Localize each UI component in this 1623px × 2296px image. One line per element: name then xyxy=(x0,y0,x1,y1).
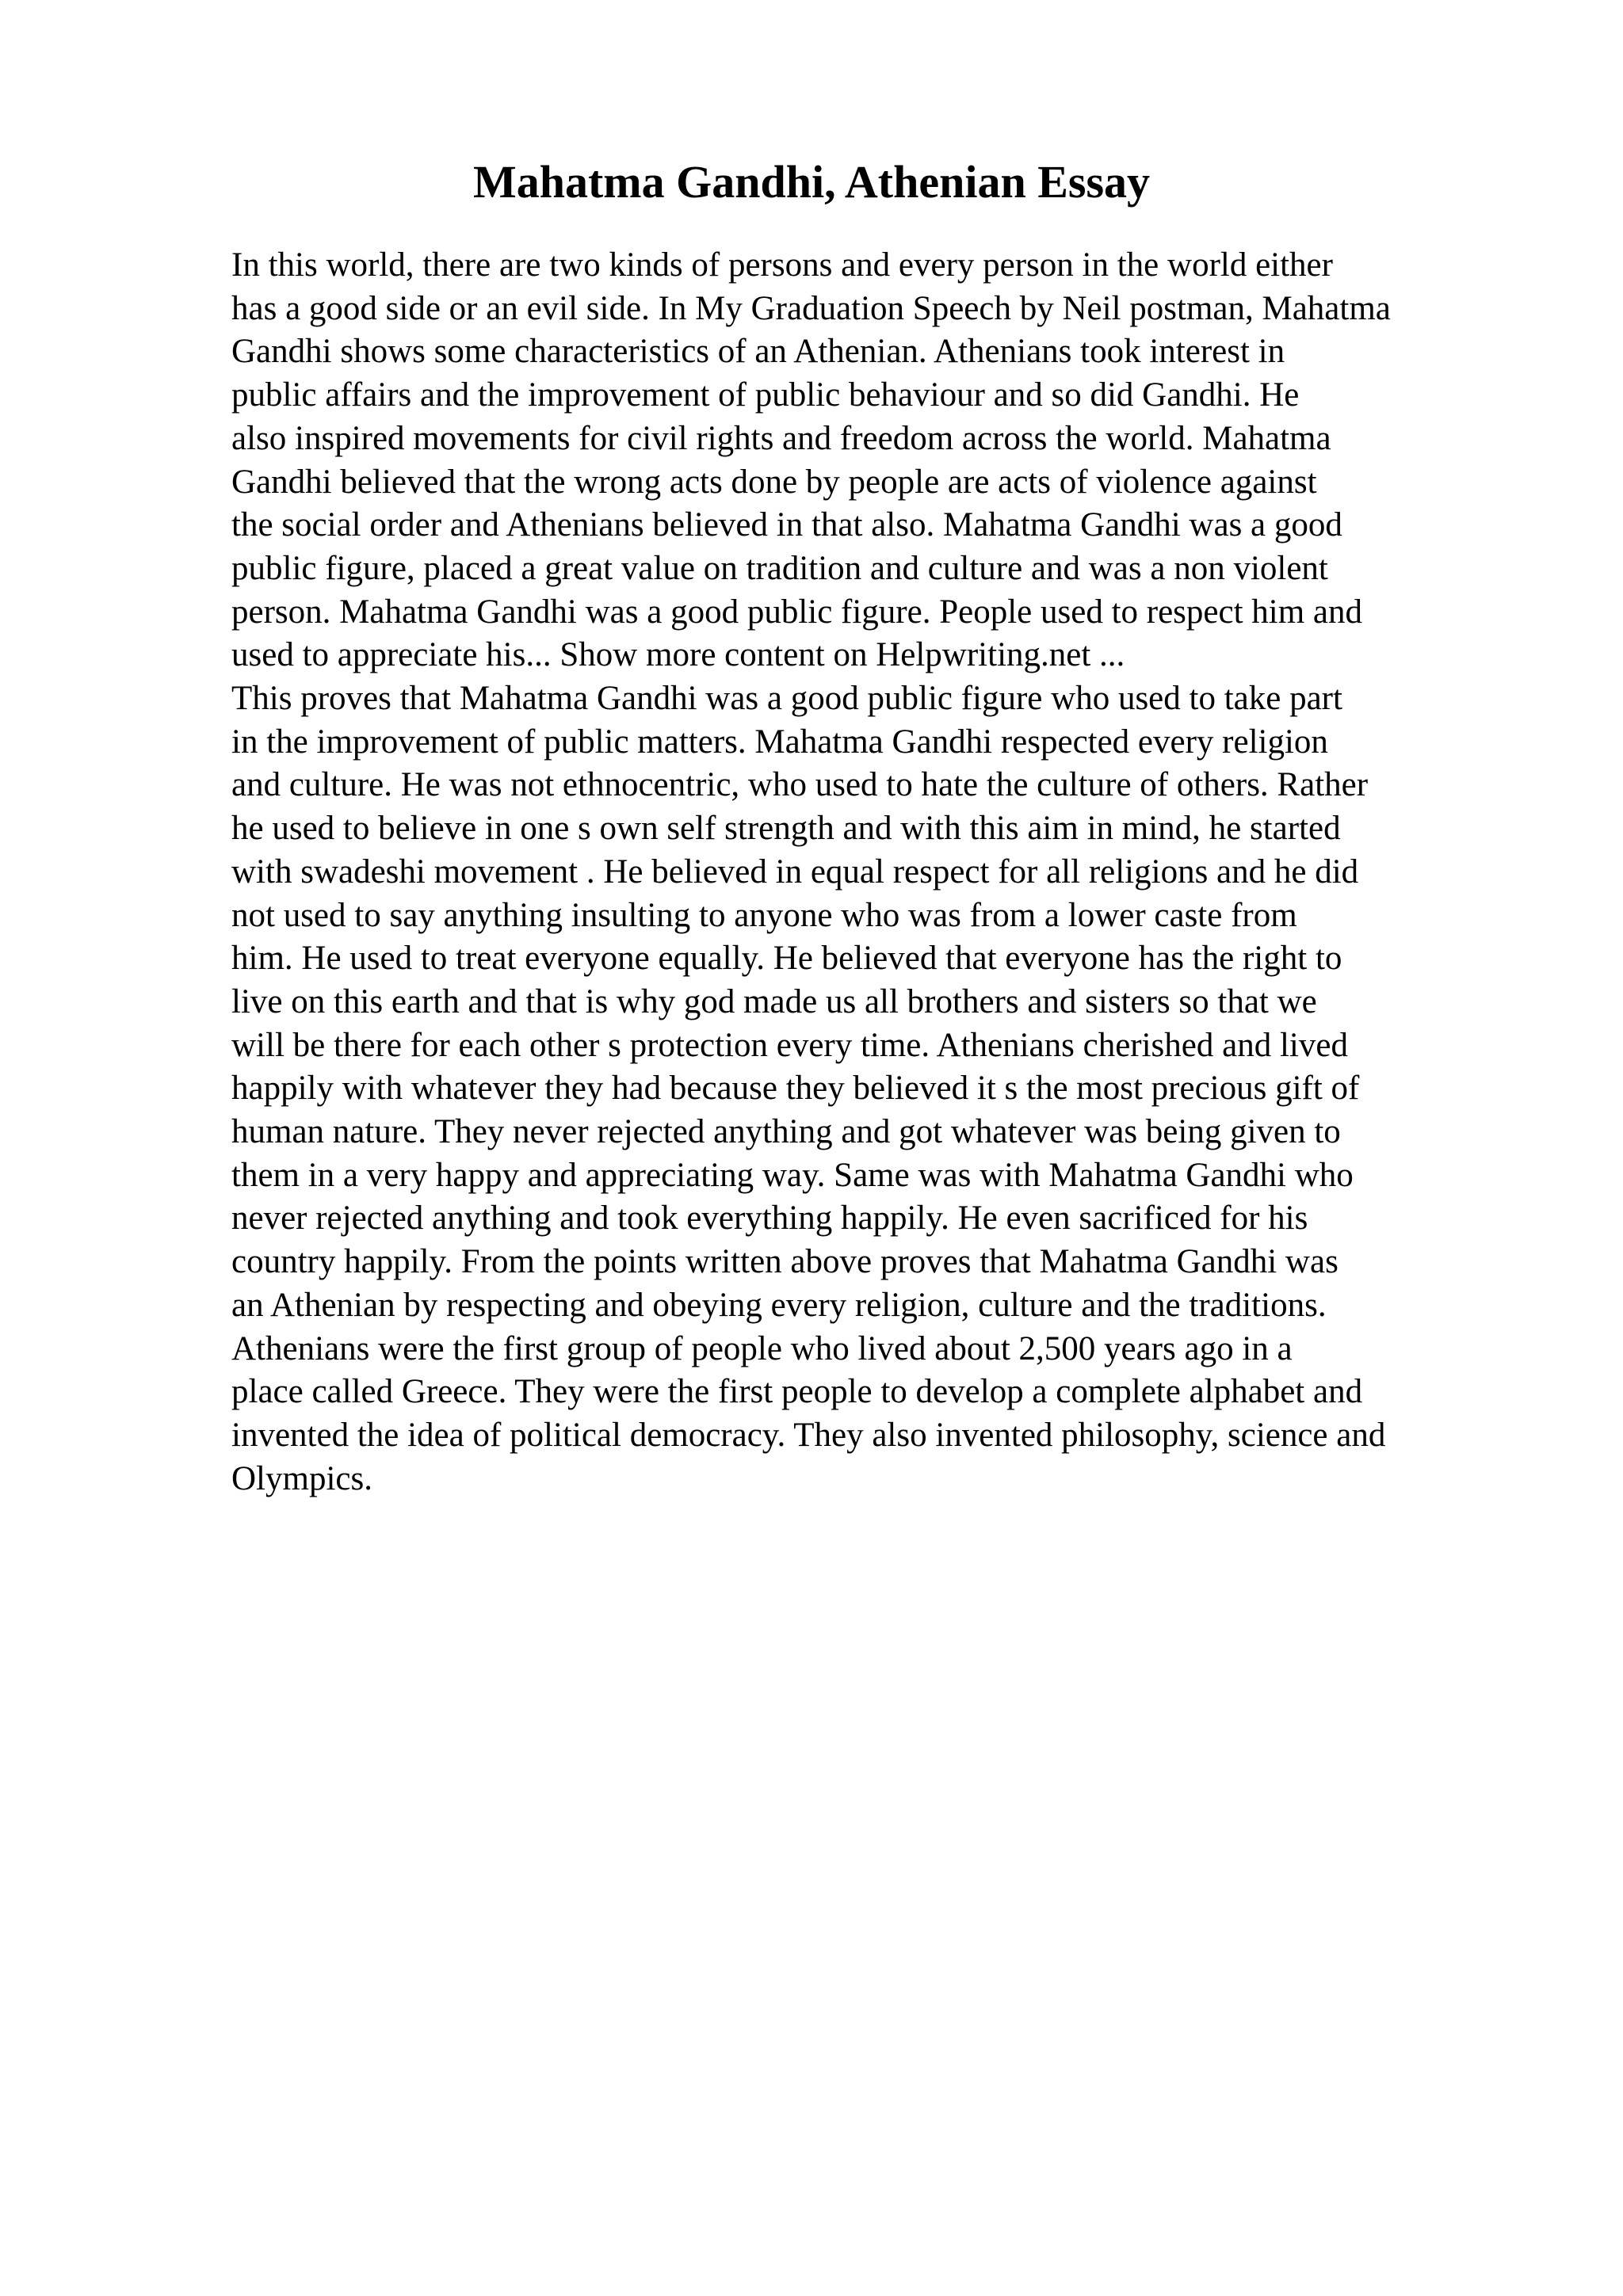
essay-line: public affairs and the improvement of public behaviour and so did Gandhi. He xyxy=(231,376,1300,414)
essay-line: not used to say anything insulting to anyone who was from a lower caste from xyxy=(231,896,1297,934)
essay-line: also inspired movements for civil rights and freedom across the world. Mahatma xyxy=(231,419,1331,457)
essay-line: has a good side or an evil side. In My Graduation Speech by Neil postman, Mahatma xyxy=(231,289,1391,327)
essay-line: will be there for each other s protection every time. Athenians cherished and lived xyxy=(231,1026,1348,1064)
essay-line: live on this earth and that is why god made us all brothers and sisters so that we xyxy=(231,982,1317,1020)
essay-line: Gandhi shows some characteristics of an Athenian. Athenians took interest in xyxy=(231,333,1285,371)
essay-line: person. Mahatma Gandhi was a good public figure. People used to respect him and xyxy=(231,593,1362,631)
essay-line: he used to believe in one s own self strength and with this aim in mind, he started xyxy=(231,810,1341,848)
essay-line: them in a very happy and appreciating way. Same was with Mahatma Gandhi who xyxy=(231,1156,1354,1194)
essay-line: In this world, there are two kinds of persons and every person in the world either xyxy=(231,246,1333,284)
essay-line: Athenians were the first group of people who lived about 2,500 years ago in a xyxy=(231,1329,1293,1367)
essay-line: in the improvement of public matters. Mahatma Gandhi respected every religion xyxy=(231,723,1328,761)
essay-line: Olympics. xyxy=(231,1459,372,1497)
essay-line: happily with whatever they had because they believed it s the most precious gift of xyxy=(231,1070,1360,1108)
essay-line: the social order and Athenians believed in that also. Mahatma Gandhi was a good xyxy=(231,506,1342,544)
document-title: Mahatma Gandhi, Athenian Essay xyxy=(472,156,1151,208)
essay-body xyxy=(231,244,1499,1501)
essay-line: never rejected anything and took everything happily. He even sacrificed for his xyxy=(231,1199,1308,1238)
essay-line: Gandhi believed that the wrong acts done by people are acts of violence against xyxy=(231,463,1317,501)
essay-line: with swadeshi movement . He believed in equal respect for all religions and he did xyxy=(231,852,1359,891)
essay-line: an Athenian by respecting and obeying every religion, culture and the traditions. xyxy=(231,1286,1327,1324)
essay-line: public figure, placed a great value on tradition and culture and was a non violent xyxy=(231,549,1328,587)
essay-line: place called Greece. They were the first people to develop a complete alphabet and xyxy=(231,1373,1363,1411)
essay-line: human nature. They never rejected anything and got whatever was being given to xyxy=(231,1113,1341,1151)
essay-line: This proves that Mahatma Gandhi was a good public figure who used to take part xyxy=(231,680,1342,718)
essay-line: and culture. He was not ethnocentric, who used to hate the culture of others. Rather xyxy=(231,766,1369,804)
essay-line: used to appreciate his... Show more content on Helpwriting.net ... xyxy=(231,636,1125,674)
essay-line: him. He used to treat everyone equally. He believed that everyone has the right to xyxy=(231,940,1342,978)
essay-line: country happily. From the points written above proves that Mahatma Gandhi was xyxy=(231,1243,1338,1281)
essay-line: invented the idea of political democracy. They also invented philosophy, science and xyxy=(231,1416,1386,1454)
